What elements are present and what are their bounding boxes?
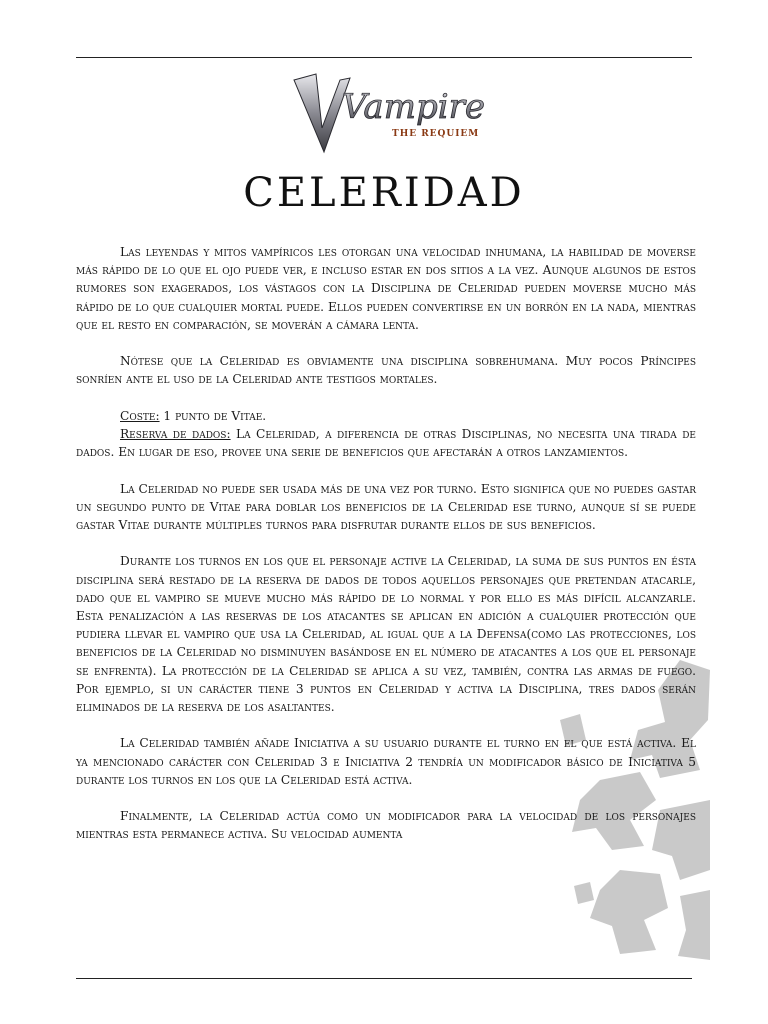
top-rule (76, 57, 692, 58)
dice-pool-text: La Celeridad, a diferencia de otras Disciplinas, no necesita una tirada de dados. En lugar de eso, provee una serie de beneficios que afectarán a otros lanzamientos. (76, 427, 696, 460)
dice-pool-label: Reserva de dados: (120, 427, 231, 441)
cost-label: Coste: (120, 408, 160, 423)
page-title: CELERIDAD (243, 170, 525, 216)
cost-text: 1 punto de Vitae. (159, 408, 267, 423)
paragraph: La Celeridad no puede ser usada más de una vez por turno. Esto significa que no puedes gastar un segundo punto de Vitae para doblar los beneficios de la Celeridad ese turno, aunque sí se puede gastar Vitae durante múltiples turnos para disfrutar durante ellos de sus beneficios. (76, 481, 696, 532)
body-text (76, 243, 696, 862)
vampire-logo (288, 66, 488, 158)
logo-subtitle: THE REQUIEM (392, 129, 480, 139)
dice-pool-paragraph (76, 425, 696, 461)
paragraph: Nótese que la Celeridad es obviamente una disciplina sobrehumana. Muy pocos Príncipes sonríen ante el uso de la Celeridad ante testigos mortales. (76, 354, 696, 387)
cost-line (76, 407, 696, 425)
paragraph: Finalmente, la Celeridad actúa como un modificador para la velocidad de los personajes mientras esta permanece activa. Su velocidad aumenta (76, 809, 696, 842)
bottom-rule (76, 978, 692, 979)
paragraph: La Celeridad también añade Iniciativa a su usuario durante el turno en el que está activa. El ya mencionado carácter con Celeridad 3 e Iniciativa 2 tendría un modificador básico de Iniciativa 5 durante los turnos en los que la Celeridad está activa. (76, 736, 696, 787)
paragraph: Las leyendas y mitos vampíricos les otorgan una velocidad inhumana, la habilidad de moverse más rápido de lo que el ojo puede ver, e incluso estar en dos sitios a la vez. Aunque algunos de estos rumores son exagerados, los vástagos con la Disciplina de Celeridad pueden moverse mucho más rápido de lo que cualquier mortal puede. Ellos pueden convertirse en un borrón en la nada, mientras que el resto en comparación, se moverán a cámara lenta. (76, 245, 696, 332)
logo-wordmark: Vampire (342, 87, 485, 127)
paragraph: Durante los turnos en los que el personaje active la Celeridad, la suma de sus puntos en ésta disciplina será restado de la reserva de dados de todos aquellos personajes que pretendan atacarle, dado que el vampiro se mueve mucho más rápido de lo normal y por ello es más difícil alcanzarle. Esta penalización a las reservas de los atacantes se aplican en adición a cualquier protección que pudiera llevar el vampiro que usa la Celeridad, al igual que a la Defensa(como las protecciones, los beneficios de la Celeridad no disminuyen basándose en el número de atacantes a los que el personaje se enfrenta). La protección de la Celeridad se aplica a su vez, también, contra las armas de fuego. Por ejemplo, si un carácter tiene 3 puntos en Celeridad y activa la Disciplina, tres dados serán eliminados de la reserva de los asaltantes. (76, 554, 696, 715)
